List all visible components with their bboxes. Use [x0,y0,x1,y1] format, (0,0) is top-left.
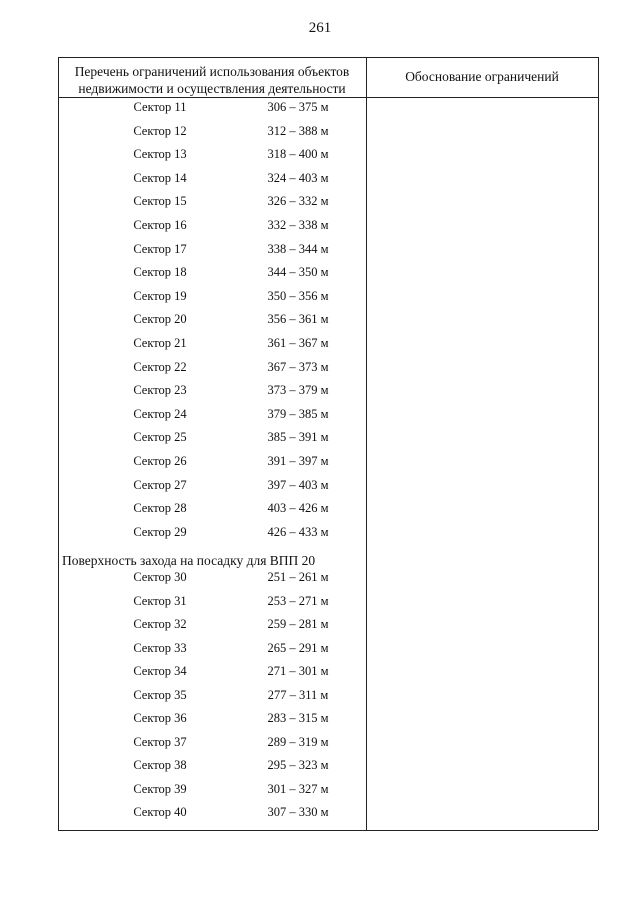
height-range: 373 – 379 м [267,383,329,398]
sector-label: Сектор 27 [133,477,187,492]
table-row [58,735,366,759]
table-row [58,407,366,431]
table-row [58,100,366,124]
table-header-divider [58,97,598,98]
height-range: 350 – 356 м [267,288,329,303]
sector-label: Сектор 16 [133,217,187,232]
height-range: 277 – 311 м [267,687,329,702]
table-row [58,218,366,242]
height-range: 332 – 338 м [267,217,329,232]
sector-label: Сектор 25 [133,430,187,445]
table-row [58,147,366,171]
sector-label: Сектор 34 [133,664,187,678]
table-row [58,336,366,360]
page-number: 261 [308,20,332,36]
table-border-bottom [58,830,598,831]
header-justification: Обоснование ограничений [405,69,559,84]
height-range: 306 – 375 м [267,100,329,114]
height-range: 338 – 344 м [267,241,329,256]
table-row [58,430,366,454]
height-range: 344 – 350 м [267,265,329,280]
table-row [58,688,366,712]
height-range: 312 – 388 м [267,123,329,138]
height-range: 385 – 391 м [267,430,329,445]
height-range: 403 – 426 м [267,501,329,516]
sector-label: Сектор 39 [133,781,187,796]
sector-list-upper [58,100,366,548]
sector-label: Сектор 12 [133,123,187,138]
table-row [58,594,366,618]
sector-label: Сектор 37 [133,734,187,749]
table-row [58,617,366,641]
table-row [58,641,366,665]
sector-label: Сектор 38 [133,758,187,772]
height-range: 289 – 319 м [267,734,329,749]
sector-label: Сектор 14 [133,170,187,185]
table-row [58,194,366,218]
height-range: 251 – 261 м [267,570,329,584]
table-row [58,711,366,735]
sector-label: Сектор 32 [133,617,187,631]
table-row [58,383,366,407]
sector-label: Сектор 15 [133,194,187,209]
section-title: Поверхность захода на посадку для ВПП 20 [62,553,316,568]
sector-label: Сектор 21 [133,335,187,350]
height-range: 397 – 403 м [267,477,329,492]
height-range: 253 – 271 м [267,593,329,608]
sector-label: Сектор 35 [133,687,187,702]
sector-label: Сектор 23 [133,383,187,398]
sector-label: Сектор 40 [133,805,187,819]
height-range: 426 – 433 м [267,524,329,539]
sector-label: Сектор 36 [133,711,187,725]
header-restrictions-list [58,63,366,97]
height-range: 391 – 397 м [267,453,329,468]
sector-label: Сектор 29 [133,524,187,539]
table-border-right [598,57,599,830]
sector-label: Сектор 19 [133,288,187,303]
height-range: 283 – 315 м [267,711,329,725]
table-row [58,312,366,336]
table-row [58,478,366,502]
table-row [58,289,366,313]
sector-label: Сектор 31 [133,593,187,608]
height-range: 259 – 281 м [267,617,329,631]
height-range: 307 – 330 м [267,805,329,819]
table-row [58,782,366,806]
height-range: 271 – 301 м [267,664,329,678]
table-border-top [58,57,598,58]
sector-label: Сектор 20 [133,312,187,327]
table-row [58,758,366,782]
table-row [58,124,366,148]
height-range: 324 – 403 м [267,170,329,185]
table-row [58,265,366,289]
height-range: 356 – 361 м [267,312,329,327]
header-line: Перечень ограничений использования объектов [74,64,350,79]
header-line: недвижимости и осуществления деятельности [78,81,346,96]
sector-label: Сектор 13 [133,147,187,162]
sector-label: Сектор 17 [133,241,187,256]
height-range: 301 – 327 м [267,781,329,796]
sector-label: Сектор 30 [133,570,187,584]
sector-label: Сектор 11 [133,100,187,114]
height-range: 367 – 373 м [267,359,329,374]
table-row [58,454,366,478]
height-range: 295 – 323 м [267,758,329,772]
height-range: 326 – 332 м [267,194,329,209]
height-range: 265 – 291 м [267,640,329,655]
table-row [58,171,366,195]
table-row [58,664,366,688]
sector-label: Сектор 18 [133,265,187,280]
table-row [58,242,366,266]
table-row [58,805,366,829]
sector-label: Сектор 22 [133,359,187,374]
height-range: 361 – 367 м [267,335,329,350]
table-row [58,501,366,525]
table-column-divider [366,57,367,830]
sector-label: Сектор 28 [133,501,187,516]
table-row [58,525,366,549]
sector-label: Сектор 26 [133,453,187,468]
table-row [58,360,366,384]
sector-list-lower [58,570,366,829]
table-row [58,570,366,594]
sector-label: Сектор 33 [133,640,187,655]
height-range: 379 – 385 м [267,406,329,421]
height-range: 318 – 400 м [267,147,329,162]
sector-label: Сектор 24 [133,406,187,421]
